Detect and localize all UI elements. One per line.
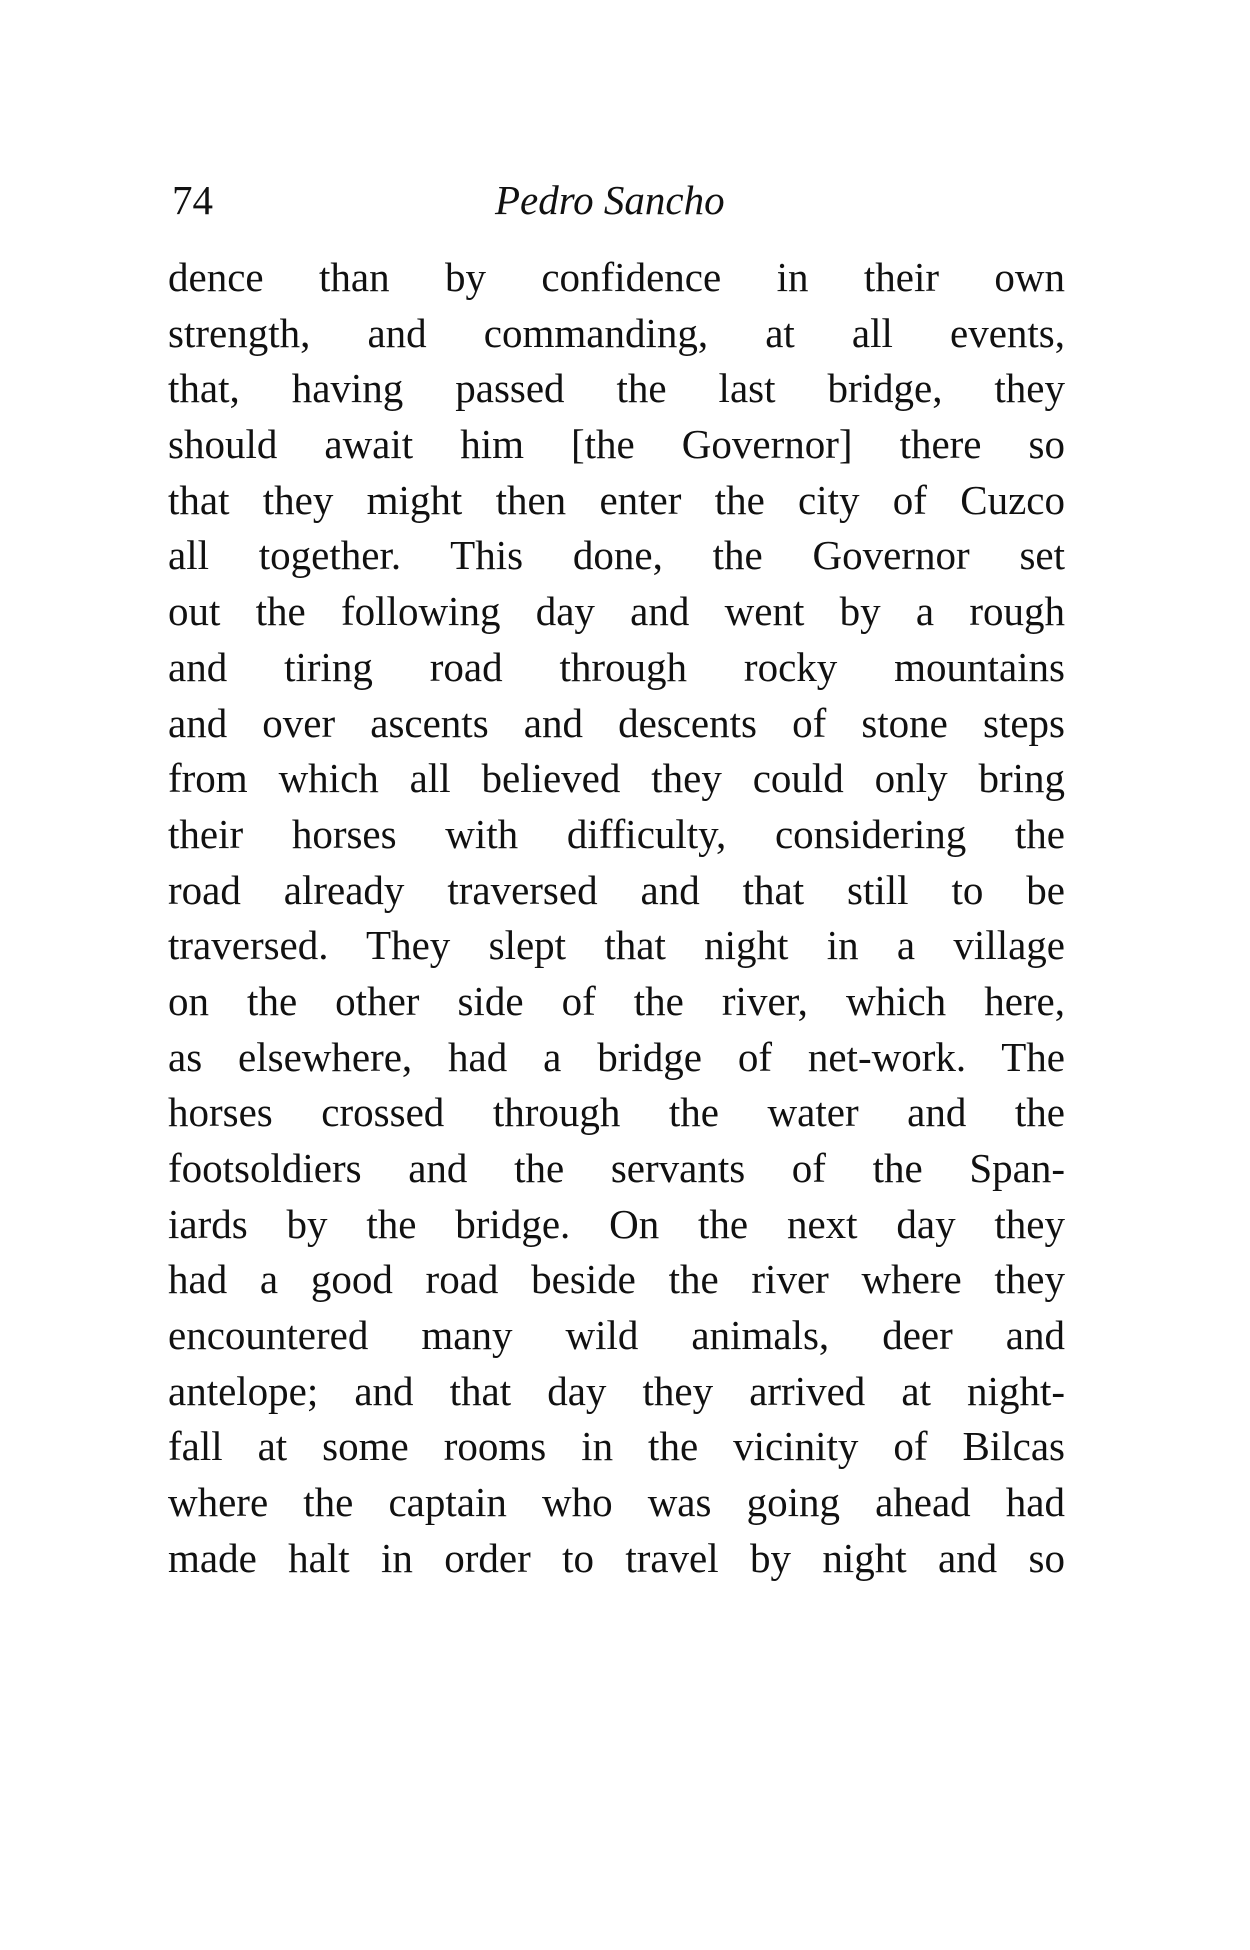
text-line: antelope; and that day they arrived at night- xyxy=(168,1367,1065,1414)
text-line: out the following day and went by a rough xyxy=(168,588,1065,635)
text-line: that, having passed the last bridge, they xyxy=(168,365,1065,412)
text-line: road already traversed and that still to be xyxy=(168,866,1065,913)
text-line: and tiring road through rocky mountains xyxy=(168,643,1065,690)
text-line: had a good road beside the river where they xyxy=(168,1256,1065,1303)
text-line: iards by the bridge. On the next day they xyxy=(168,1200,1065,1247)
text-line: dence than by confidence in their own xyxy=(168,254,1065,300)
text-line: strength, and commanding, at all events, xyxy=(168,309,1065,356)
text-line: that they might then enter the city of Cuzco xyxy=(168,476,1065,523)
text-line: on the other side of the river, which here, xyxy=(168,977,1065,1024)
text-line: fall at some rooms in the vicinity of Bilcas xyxy=(168,1423,1065,1470)
text-line: horses crossed through the water and the xyxy=(168,1089,1065,1136)
page-number: 74 xyxy=(172,177,213,223)
text-line: and over ascents and descents of stone steps xyxy=(168,699,1065,746)
text-line: their horses with difficulty, considering the xyxy=(168,810,1065,857)
text-line: made halt in order to travel by night and so xyxy=(168,1534,1065,1581)
text-line: encountered many wild animals, deer and xyxy=(168,1312,1065,1359)
body-text xyxy=(168,250,1065,1587)
text-line: as elsewhere, had a bridge of net-work. The xyxy=(168,1033,1065,1080)
text-line: all together. This done, the Governor set xyxy=(168,532,1065,579)
text-line: from which all believed they could only bring xyxy=(168,755,1065,802)
text-line: should await him [the Governor] there so xyxy=(168,421,1065,468)
running-title: Pedro Sancho xyxy=(495,177,725,223)
running-head xyxy=(172,170,1062,230)
text-line: traversed. They slept that night in a village xyxy=(168,922,1065,969)
text-line: footsoldiers and the servants of the Span- xyxy=(168,1145,1065,1191)
text-line: where the captain who was going ahead had xyxy=(168,1479,1065,1526)
